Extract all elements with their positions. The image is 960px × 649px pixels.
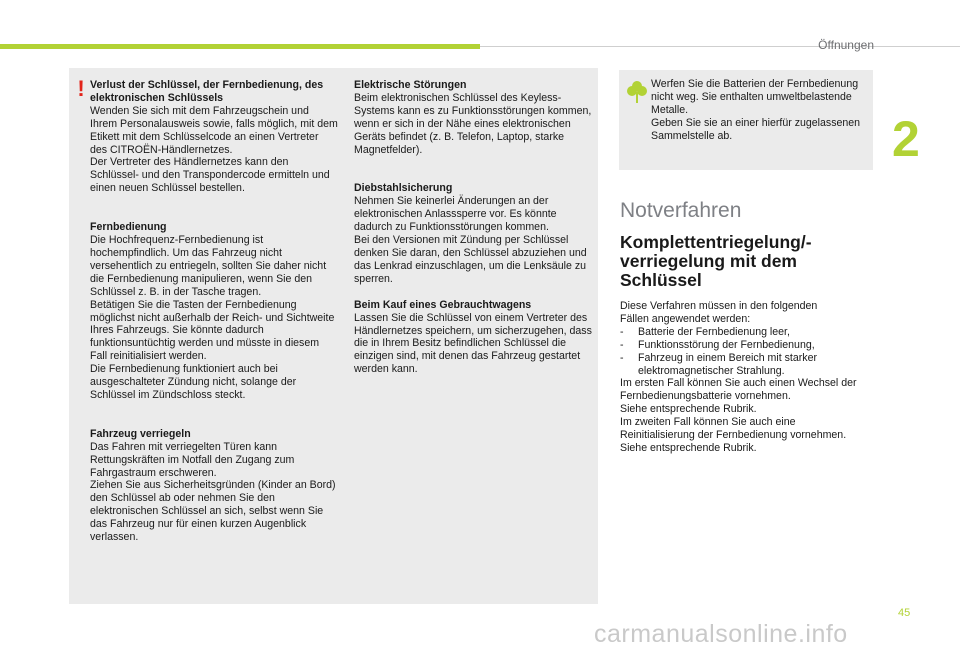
list-item: - Fahrzeug in einem Bereich mit starker elektromagnetischer Strahlung. <box>620 351 817 377</box>
warning-paragraph <box>354 182 594 285</box>
warning-icon: ! <box>77 76 85 101</box>
list-item: - Batterie der Fernbedienung leer, <box>620 325 790 338</box>
warning-text: Die Hochfrequenz-Fernbedienung ist hochempfindlich. Um das Fahrzeug nicht versehentlich zu entriegeln, sollten Sie daher nicht die Fernbedienung manipulieren, wenn Sie den Schlüssel z. B. in der Tasche tragen. Betätigen Sie die Tasten der Fernbedienung möglichst nicht außerhalb der Reich- und Sichtweite Ihres Fahrzeugs. Sie könnte dadurch funktionsuntüchtig werden und müsste in diesem Fall reinitialisiert werden. Die Fernbedienung funktioniert auch bei ausgeschalteter Zündung nicht, solange der Schlüssel im Zündschloss steckt. <box>90 234 335 401</box>
warning-heading: Fahrzeug verriegeln <box>90 427 191 440</box>
warning-heading: Elektrische Störungen <box>354 79 467 91</box>
page-number: 45 <box>898 607 911 619</box>
warning-column-2 <box>354 79 594 389</box>
warning-text: Beim elektronischen Schlüssel des Keyless-Systems kann es zu Funktionsstörungen kommen, wenn er sich in der Nähe eines elektronischen Geräts befindet (z. B. Telefon, Laptop, starke Magnetfelder). <box>354 91 592 156</box>
warning-text: Wenden Sie sich mit dem Fahrzeugschein und Ihrem Personalausweis sowie, falls möglich, mit dem Etikett mit dem Schlüsselcode an einen Vertreter des CITROËN-Händlernetzes. Der Vertreter des Händlernetzes kann den Schlüssel- und den Transpondercode ermitteln und einen neuen Schlüssel bestellen. <box>90 104 338 195</box>
warning-paragraph <box>354 79 594 156</box>
top-divider <box>480 46 960 47</box>
warning-heading: Verlust der Schlüssel, der Fernbedienung, des elektronischen Schlüssels <box>90 79 324 104</box>
section-title: Notverfahren <box>620 199 742 222</box>
warning-column-1 <box>90 79 338 557</box>
warning-paragraph <box>90 79 338 195</box>
warning-paragraph <box>90 221 338 402</box>
warning-text: Lassen Sie die Schlüssel von einem Vertreter des Händlernetzes speichern, um sicherzugehen, dass die in Ihrem Besitz befindlichen Schlüssel die einzigen sind, mit denen das Fahrzeug gestartet werden kann. <box>354 311 592 376</box>
watermark: carmanualsonline.info <box>594 620 848 648</box>
warning-text: Nehmen Sie keinerlei Änderungen an der elektronischen Anlasssperre vor. Es könnte dadurch zu Funktionsstörungen kommen. Bei den Versionen mit Zündung per Schlüssel denken Sie daran, den Schlüssel abzuziehen und das Lenkrad einzuschlagen, um die Lenksäule zu sperren. <box>354 195 587 285</box>
section-subtitle: Komplettentriegelung/- verriegelung mit dem Schlüssel <box>620 232 812 290</box>
section-body <box>620 300 870 455</box>
warning-heading: Beim Kauf eines Gebrauchtwagens <box>354 298 532 311</box>
section-intro: Diese Verfahren müssen in den folgenden Fällen angewendet werden: <box>620 300 818 325</box>
warning-paragraph <box>354 299 594 376</box>
leaf-icon <box>627 80 647 104</box>
warning-heading: Diebstahlsicherung <box>354 182 453 195</box>
warning-heading: Fernbedienung <box>90 221 167 234</box>
section-outro: Im ersten Fall können Sie auch einen Wechsel der Fernbedienungsbatterie vornehmen. Siehe entsprechende Rubrik. Im zweiten Fall können Sie auch eine Reinitialisierung der Fernbedienung vornehmen. Siehe entsprechende Rubrik. <box>620 377 857 454</box>
warning-paragraph <box>90 428 338 544</box>
chapter-title: Öffnungen <box>818 38 874 52</box>
list-item: - Funktionsstörung der Fernbedienung, <box>620 338 815 351</box>
top-accent-bar <box>0 44 480 49</box>
eco-note-text: Werfen Sie die Batterien der Fernbedienung nicht weg. Sie enthalten umweltbelastende Metalle. Geben Sie sie an einer hierfür zugelassenen Sammelstelle ab. <box>651 78 861 142</box>
warning-text: Das Fahren mit verriegelten Türen kann Rettungskräften im Notfall den Zugang zum Fahrgastraum erschweren. Ziehen Sie aus Sicherheitsgründen (Kinder an Bord) den Schlüssel ab oder nehmen Sie den elektronischen Schlüssel an sich, selbst wenn Sie das Fahrzeug nur für einen kurzen Augenblick verlassen. <box>90 440 336 544</box>
case-list <box>620 326 870 378</box>
chapter-number: 2 <box>892 111 920 167</box>
